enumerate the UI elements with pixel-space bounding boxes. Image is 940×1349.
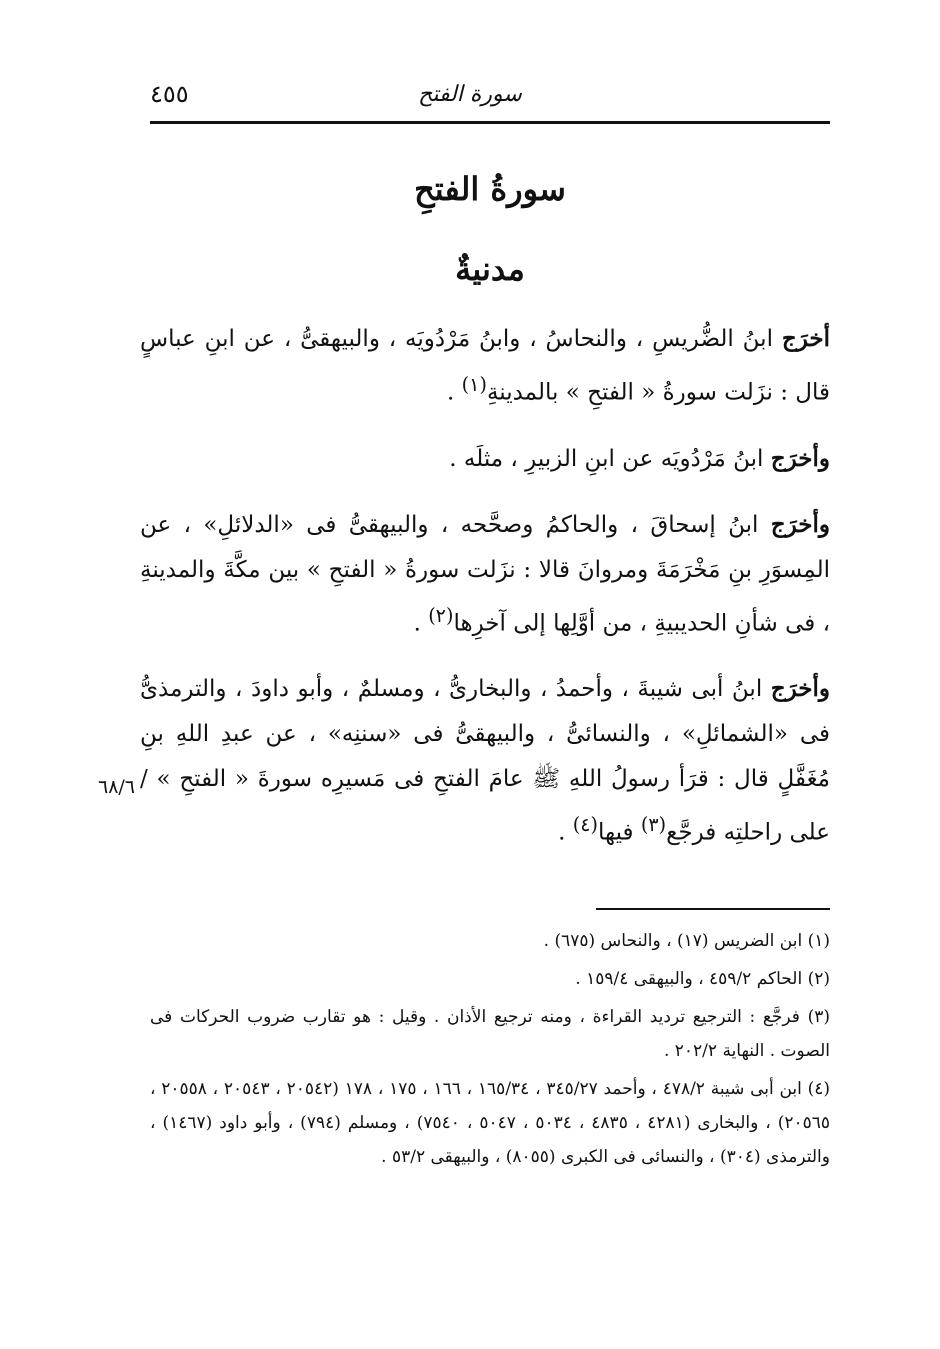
footnote-rule [596, 908, 830, 910]
footnote-ref: (٤) [572, 813, 598, 837]
footnote-1: (١) ابن الضريس (١٧) ، والنحاس (٦٧٥) . [543, 931, 830, 951]
footnote-4: (٤) ابن أبى شيبة ٤٧٨/٢ ، وأحمد ٣٤٥/٢٧ ، ١٦٥/٣٤ ، ١٦٦ ، ١٧٥ ، ١٧٨ (٢٠٥٤٢ ، ٢٠٥٤٣ ، ٢٠٥٥٨ ، ٢٠٥٦٥) ، والبخارى (٤٢٨١ ، ٤٨٣٥ ، ٥٠٣٤ ، ٥٠٤٧ ، ٧٥٤٠) ، ومسلم (٧٩٤) ، وأبو داود (١٤٦٧) ، والترمذى (٣٠٤) ، والنسائى فى الكبرى (٨٠٥٥) ، والبيهقى ٥٣/٢ . [150, 1079, 831, 1167]
paragraph-1 [140, 316, 830, 416]
footnotes [150, 924, 830, 1178]
paragraph-tail: . [447, 379, 462, 406]
paragraph-text: ابنُ الضُّريسِ ، والنحاسُ ، وابنُ مَرْدُويَه ، والبيهقىُّ ، عن ابنِ عباسٍ قال : نزَلت سورةُ « الفتحِ » بالمدينةِ [140, 326, 830, 406]
paragraph-tail: . [558, 819, 573, 846]
page-number: ٤٥٥ [150, 80, 189, 108]
footnote-3: (٣) فرجَّع : الترجيع ترديد القراءة ، ومنه ترجيع الأذان . وقيل : هو تقارب ضروب الحركات فى الصوت . النهاية ٢٠٢/٢ . [150, 1007, 830, 1061]
paragraph-lead: أخرَج [781, 325, 830, 352]
paragraph-lead: وأخرَج [770, 510, 830, 538]
footnote-2: (٢) الحاكم ٤٥٩/٢ ، والبيهقى ١٥٩/٤ . [575, 969, 830, 989]
paragraph-2 [140, 436, 830, 482]
footnote-ref: (١) [461, 373, 487, 396]
paragraph-3 [140, 502, 830, 647]
footnote-ref: (٣) [640, 813, 667, 837]
paragraph-lead: وأخرَج [770, 444, 830, 472]
paragraph-tail: فيها [598, 819, 641, 846]
main-text [140, 316, 830, 876]
paragraph-4 [140, 666, 830, 856]
paragraph-tail: . [413, 610, 429, 637]
paragraph-text: ابنُ مَرْدُويَه عن ابنِ الزبيرِ ، مثلَه . [449, 445, 771, 472]
surah-title: سورةُ الفتحِ [414, 170, 566, 208]
margin-volume-page-note: ٦٨/٦ [98, 776, 136, 798]
paragraph-lead: وأخرَج [770, 675, 830, 703]
header-rule [150, 121, 830, 124]
footnote-ref: (٢) [428, 603, 454, 627]
paragraph-text: ابنُ إسحاقَ ، والحاكمُ وصحَّحه ، والبيهقىُّ فى «الدلائلِ» ، عن المِسوَرِ بنِ مَخْرَمَةَ ومروانَ قالا : نزَلت سورةُ « الفتحِ » بين مكَّةَ والمدينةِ ، فى شأنِ الحديبيةِ ، من أوَّلِها إلى آخرِها [140, 511, 830, 637]
paragraph-text: ابنُ أبى شيبةَ ، وأحمدُ ، والبخارىُّ ، ومسلمٌ ، وأبو داودَ ، والترمذىُّ فى «الشمائلِ» ، والنسائىُّ ، والبيهقىُّ فى «سننِه» ، عن عبدِ اللهِ بنِ مُغَفَّلٍ قال : قرَأ رسولُ اللهِ ﷺ عامَ الفتحِ فى مَسيرِه سورةَ « الفتحِ » /على راحلتِه فرجَّع [140, 676, 830, 846]
surah-type: مدنيةٌ [455, 250, 525, 288]
running-header-title: سورة الفتح [418, 82, 522, 107]
